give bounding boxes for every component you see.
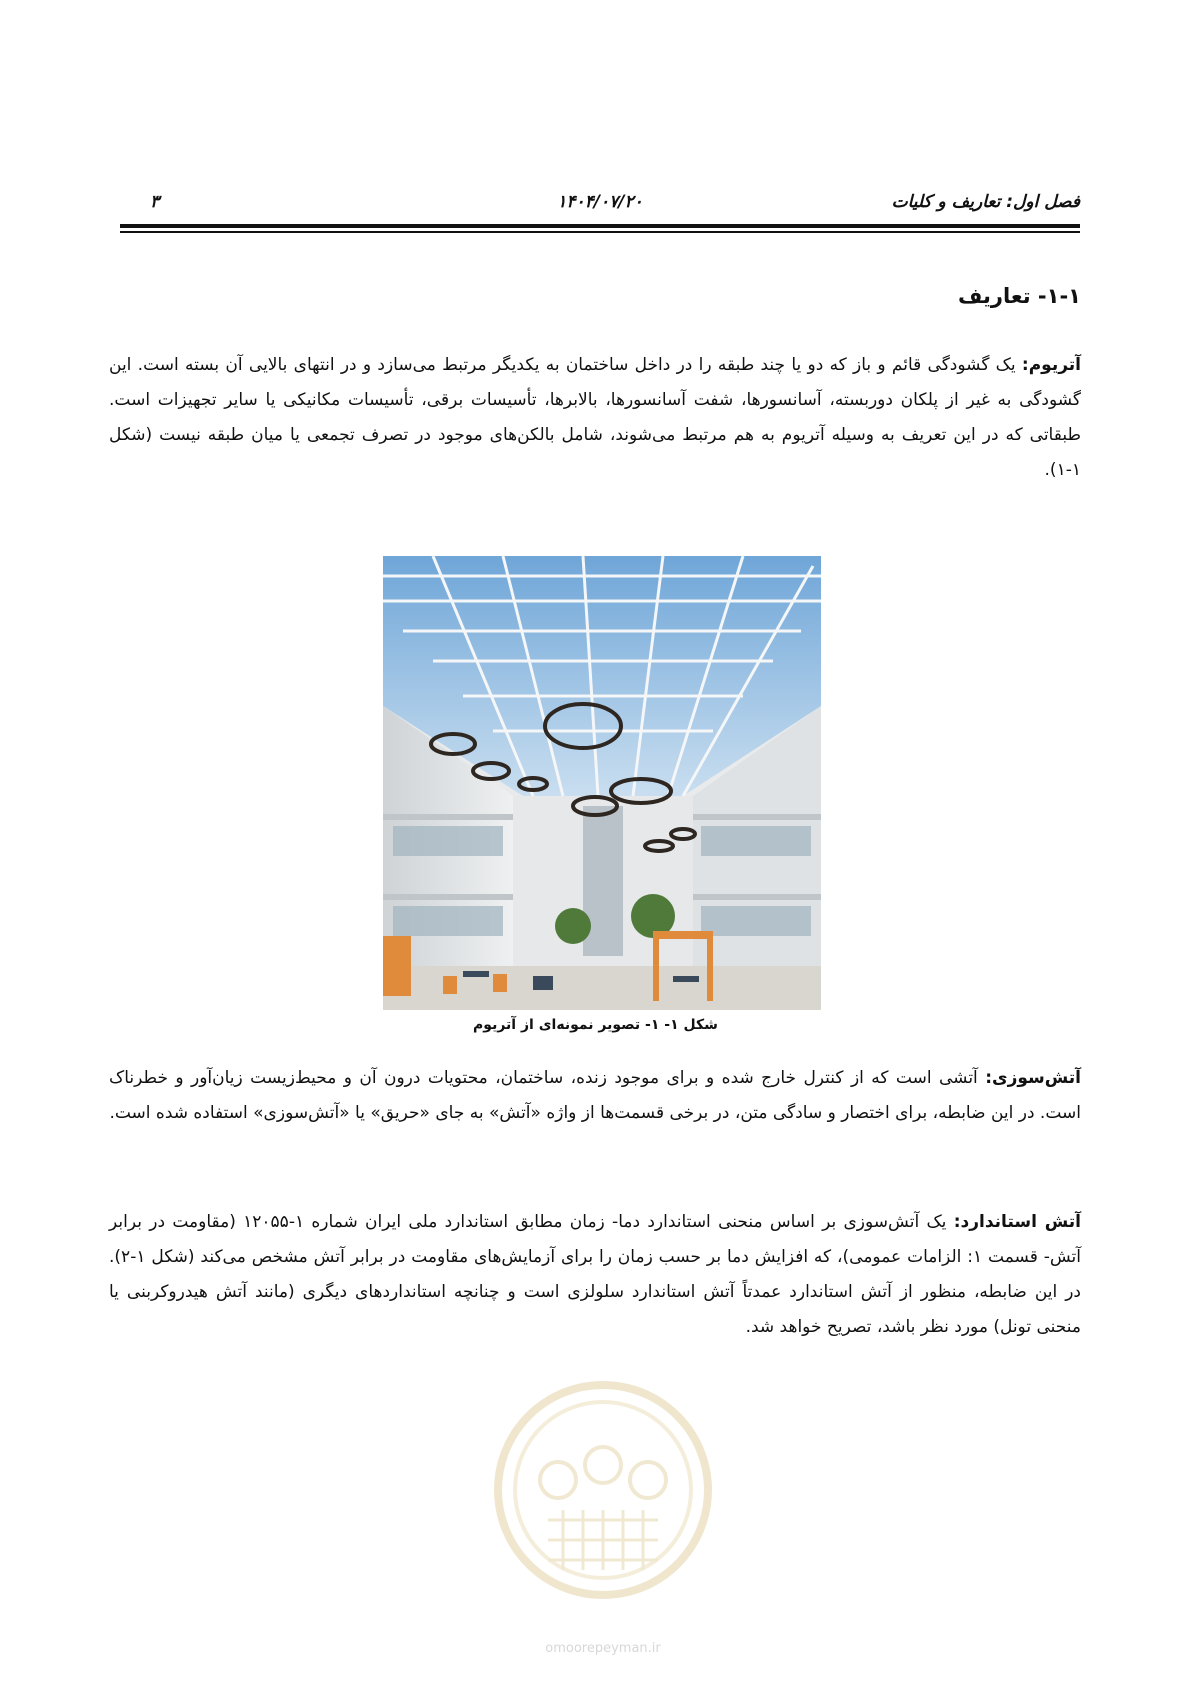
watermark-domain: omoorepeyman.ir — [545, 1641, 661, 1656]
header-rule-thin — [120, 231, 1080, 233]
paragraph-fire — [109, 1061, 1081, 1131]
term-standard-fire: آتش استاندارد: — [953, 1212, 1081, 1232]
definition-atrium: یک گشودگی قائم و باز که دو یا چند طبقه را در داخل ساختمان به یکدیگر مرتبط می‌سازد و در انتهای بالایی آن بسته است. این گشودگی به غیر از پلکان دوربسته، آسانسورها، شفت آسانسورها، بالابرها، تأسیسات برقی، تأسیسات مکانیکی یا سایر تجهیزات است. طبقاتی که در این تعریف به وسیله آتریوم به هم مرتبط می‌شوند، شامل بالکن‌های موجود در تصرف تجمعی یا میان طبقه نیست (شکل ۱-۱). — [109, 355, 1081, 480]
paragraph-standard-fire — [109, 1205, 1081, 1345]
atrium-photo — [383, 556, 821, 1010]
paragraph-atrium — [109, 348, 1081, 488]
figure-caption: شکل ۱- ۱- تصویر نمونه‌ای از آتریوم — [473, 1017, 718, 1033]
chapter-title: فصل اول: تعاریف و کلیات — [891, 192, 1080, 212]
term-fire: آتش‌سوزی: — [985, 1068, 1081, 1088]
page-header — [120, 192, 1080, 218]
header-date: ۱۴۰۴/۰۷/۲۰ — [557, 192, 643, 212]
definition-fire: آتشی است که از کنترل خارج شده و برای موجود زنده، ساختمان، محتویات درون آن و محیط‌زیست زیان‌آور و خطرناک است. در این ضابطه، برای اختصار و سادگی متن، در برخی قسمت‌ها از واژه «آتش» به جای «حریق» یا «آتش‌سوزی» استفاده شده است. — [109, 1068, 1081, 1123]
term-atrium: آتریوم: — [1021, 355, 1081, 375]
header-rule-thick — [120, 224, 1080, 228]
page-number: ۳ — [150, 192, 160, 212]
definition-standard-fire: یک آتش‌سوزی بر اساس منحنی استاندارد دما- زمان مطابق استاندارد ملی ایران شماره ۱-۱۲۰۵۵ (مقاومت در برابر آتش- قسمت ۱: الزامات عمومی)، که افزایش دما بر حسب زمان را برای آزمایش‌های مقاومت در برابر آتش مشخص می‌کند (شکل ۱-۲). در این ضابطه، منظور از آتش استاندارد عمدتاً آتش استاندارد سلولزی است و چنانچه استانداردهای دیگری (مانند آتش هیدروکربنی یا منحنی تونل) مورد نظر باشد، تصریح خواهد شد. — [109, 1212, 1081, 1337]
section-heading: ۱-۱- تعاریف — [958, 284, 1081, 308]
watermark-logo — [488, 1370, 718, 1660]
